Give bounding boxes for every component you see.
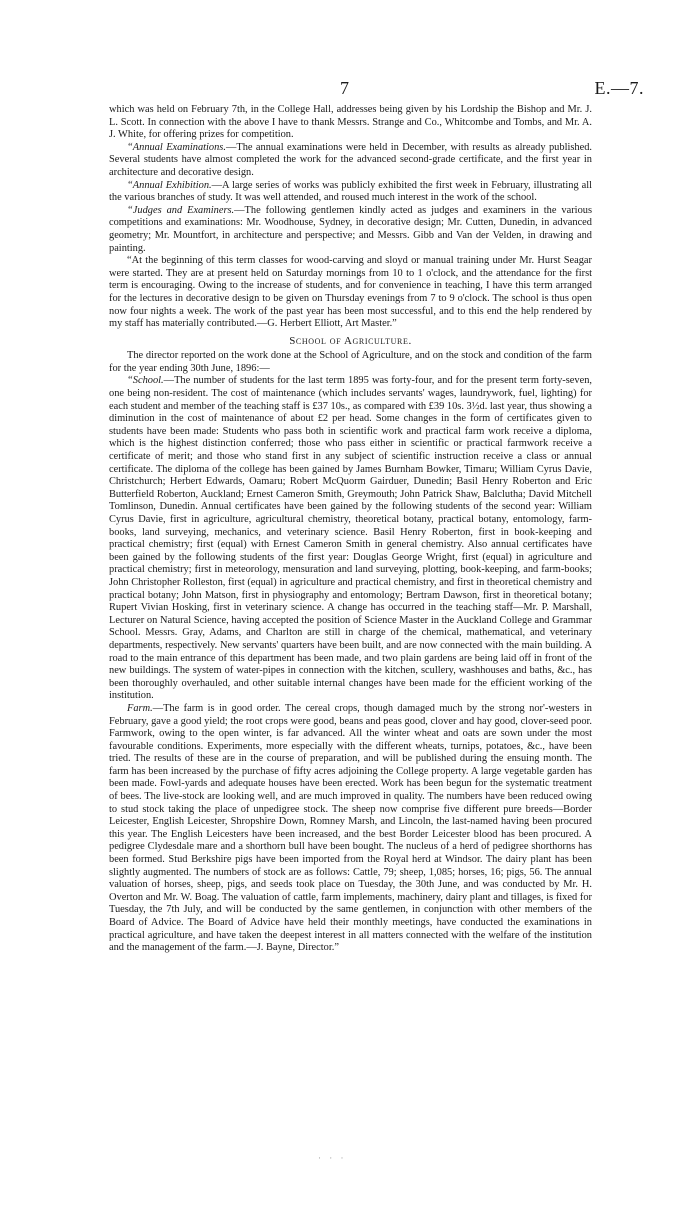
paragraph-annual-exhibition: “Annual Exhibition.—A large series of works was publicly exhibited the first week in February, illustrating all the various branches of study. It was well attended, and roused much interest in the work of the school. bbox=[109, 179, 592, 204]
paragraph-school: “School.—The number of students for the last term 1895 was forty-four, and for the present term forty-seven, one being non-resident. The cost of maintenance (which includes servants' wages, laundrywork, fuel, lighting) for each student and member of the teaching staff is £37 10s., as compared with £39 10s. 3½d. last year, thus showing a diminution in the cost of maintenance of about £2 per head. Some changes in the form of certificates given to students have been made: Students who pass both in scientific work and practical farm work receive a diploma, which is the highest distinction conferred; those who pass either in scientific or practical farmwork receive a certificate of merit; and those who stand first in any subject of scientific instruction receive a class or annual certificate. The diploma of the college has been gained by James Burnham Bowker, Timaru; William Cyrus Davie, Christchurch; Herbert Edwards, Oamaru; Robert McQuorm Gairduer, Dunedin; Basil Henry Roberton and Eric Butterfield Roberton, Auckland; Ernest Cameron Smith, Greymouth; John Patrick Shaw, Balclutha; David Mitchell Tomlinson, Dunedin. Annual certificates have been gained by the following students of the second year: William Cyrus Davie, first in agriculture, agricultural chemistry, theoretical botany, practical botany, entomology, farm-books, land surveying, mechanics, and veterinary science. Basil Henry Roberton, first in book-keeping and practical chemistry; first (equal) with Ernest Cameron Smith in general chemistry. Also annual certificates have been gained by the following students of the first year: Douglas George Wright, first (equal) in agriculture and practical chemistry; first in meteorology, mensuration and land surveying, plotting, book-keeping, and farm-books; John Christopher Rolleston, first (equal) in agriculture and practical chemistry, and first in theoretical chemistry and practical botany; John Matson, first in physiography and entomology; Bertram Dawson, first in theoretical botany; Rupert Vivian Hosking, first in veterinary science. A change has occurred in the teaching staff—Mr. P. Marshall, Lecturer on Natural Science, having accepted the position of Science Master in the Auckland College and Grammar School. Messrs. Gray, Adams, and Charlton are still in charge of the chemical, mathematical, and veterinary departments, respectively. New servants' quarters have been built, and are now connected with the main building. A road to the main entrance of this department has been made, and two plain gardens are being laid off in front of the new buildings. The system of water-pipes in connection with the kitchen, scullery, washhouses and baths, &c., has been thoroughly overhauled, and other suitable internal changes have been made for the efficient working of the institution. bbox=[109, 375, 592, 702]
paragraph-judges-examiners: “Judges and Examiners.—The following gentlemen kindly acted as judges and examiners in the various competitions and examinations: Mr. Woodhouse, Sydney, in decorative design; Mr. Cutten, Dunedin, in advanced geometry; Mr. Mountfort, in architecture and perspective; and Messrs. Gibb and Van der Velden, in drawing and painting. bbox=[109, 204, 593, 254]
body-text bbox=[109, 104, 592, 955]
paragraph-farm: Farm.—The farm is in good order. The cereal crops, though damaged much by the strong nor'-westers in February, gave a good yield; the root crops were good, beans and peas good, clover and hay good, clover-seed poor. Farmwork, owing to the open winter, is far advanced. All the winter wheat and oats are sown under the most favourable conditions. Experiments, more especially with the different wheats, turnips, potatoes, &c., have been tried. The results of these are in the course of preparation, and will be published during the ensuing month. The farm has been increased by the purchase of fifty acres adjoining the College property. A large vegetable garden has been made. Fowl-yards and adequate houses have been erected. Work has been begun for the systematic treatment of bees. The live-stock are looking well, and are much improved in quality. The numbers have been reduced owing to stud stock taking the place of unpedigree stock. The sheep now comprise five different pure breeds—Border Leicester, English Leicester, Shropshire Down, Romney Marsh, and Lincoln, the last-named having been procured this year. The English Leicesters have been increased, and the best Border Leicester blood has been procured. A pedigree Clydesdale mare and a shorthorn bull have been bought. The nucleus of a herd of pedigree shorthorns has been formed. Stud Berkshire pigs have been imported from the Royal herd at Windsor. The dairy plant has been slightly augmented. The numbers of stock are as follows: Cattle, 79; sheep, 1,085; horses, 16; pigs, 56. The annual valuation of horses, sheep, pigs, and seeds took place on Tuesday, the 30th June, and was conducted by Mr. H. Overton and Mr. W. Boag. The valuation of cattle, farm implements, machinery, dairy plant and tillages, is fixed for Tuesday, the 7th July, and will be conducted by the same gentlemen, in conjunction with other members of the Board of Advice. The Board of Advice have held their monthly meetings, have conducted the examinations in practical agriculture, and have taken the deepest interest in all matters connected with the welfare of the institution and the management of the farm.—J. Bayne, Director.” bbox=[109, 702, 592, 954]
paragraph-annual-examinations: “Annual Examinations.—The annual examinations were held in December, with results as already published. Several students have almost completed the work for the advanced second-grade certificate, and the first year in architecture and decorative design. bbox=[109, 141, 592, 178]
page-number: 7 bbox=[340, 78, 349, 98]
paragraph-continuation: which was held on February 7th, in the College Hall, addresses being given by his Lordship the Bishop and Mr. J. L. Scott. In connection with the above I have to thank Messrs. Strange and Co., Whitcombe and Tombs, and Mr. A. J. White, for offering prizes for competition. bbox=[109, 104, 592, 141]
section-heading-agriculture: School of Agriculture. bbox=[289, 334, 412, 347]
footer-ornament: · · · bbox=[318, 1153, 347, 1163]
paragraph-director-report: The director reported on the work done at the School of Agriculture, and on the stock and condition of the farm for the year ending 30th June, 1896:— bbox=[109, 350, 592, 374]
document-reference: E.—7. bbox=[594, 78, 644, 98]
paragraph-classes: “At the beginning of this term classes for wood-carving and sloyd or manual training under Mr. Hurst Seagar were started. They are at present held on Saturday mornings from 10 to 1 o'clock, and the attendance for the first term is encouraging. Owing to the increase of students, and for convenience in teaching, I have this term arranged for the lectures in decorative design to be given on Thursday evenings from 7 to 9 o'clock. The school is thus open now four nights a week. The work of the past year has been most successful, and to this end the help rendered by my staff has materially contributed.—G. Herbert Elliott, Art Master.” bbox=[109, 255, 592, 330]
page-header bbox=[0, 78, 700, 102]
